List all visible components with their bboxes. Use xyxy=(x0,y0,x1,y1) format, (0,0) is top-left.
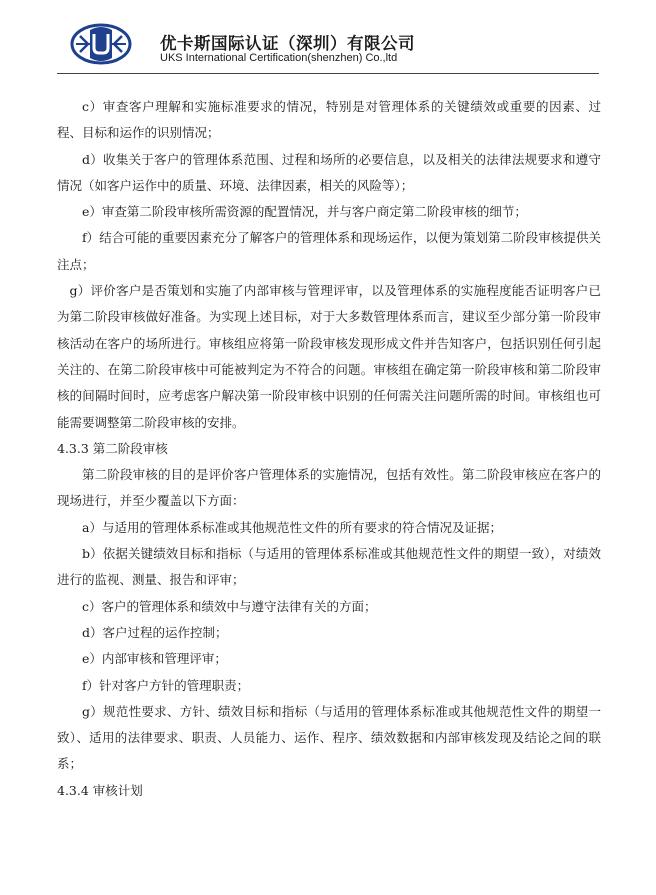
document-body xyxy=(57,94,601,804)
paragraph-item-d: d）收集关于客户的管理体系范围、过程和场所的必要信息，以及相关的法律法规要求和遵守情况（如客户运作中的质量、环境、法律因素，相关的风险等）； xyxy=(57,151,601,193)
list-item-stage2-f: f）针对客户方针的管理职责； xyxy=(82,677,250,693)
paragraph-item-e: e）审查第二阶段审核所需资源的配置情况，并与客户商定第二阶段审核的细节； xyxy=(82,204,527,220)
page-header xyxy=(0,0,656,80)
company-name-en: UKS International Certification(shenzhen) Co.,ltd xyxy=(160,52,398,64)
list-item-stage2-g: g）规范性要求、方针、绩效目标和指标（与适用的管理体系标准或其他规范性文件的期望一致）、适用的法律要求、职责、人员能力、运作、程序、绩效数据和内部审核发现及结论之间的联系； xyxy=(57,703,601,772)
section-heading-4-3-3: 4.3.3 第二阶段审核 xyxy=(57,440,168,456)
section-heading-4-3-4: 4.3.4 审核计划 xyxy=(57,782,143,798)
list-item-stage2-a: a）与适用的管理体系标准或其他规范性文件的所有要求的符合情况及证据； xyxy=(82,519,502,535)
company-name-cn: 优卡斯国际认证（深圳）有限公司 xyxy=(160,34,415,53)
paragraph-item-g: g）评价客户是否策划和实施了内部审核与管理评审，以及管理体系的实施程度能否证明客户已为第二阶段审核做好准备。为实现上述目标，对于大多数管理体系而言，建议至少部分第一阶段审核活动在客户的场所进行。审核组应将第一阶段审核发现形成文件并告知客户，包括识别任何引起关注的、在第二阶段审核中可能被判定为不符合的问题。审核组在确定第一阶段审核和第二阶段审核的间隔时间时，应考虑客户解决第一阶段审核中识别的任何需关注问题所需的时间。审核组也可能需要调整第二阶段审核的安排。 xyxy=(57,283,601,430)
paragraph-item-f: f）结合可能的重要因素充分了解客户的管理体系和现场运作，以便为策划第二阶段审核提供关注点； xyxy=(57,230,601,272)
paragraph-item-c: c）审查客户理解和实施标准要求的情况，特别是对管理体系的关键绩效或重要的因素、过程、目标和运作的识别情况； xyxy=(57,99,601,141)
header-divider xyxy=(57,73,599,74)
paragraph-stage2-intro: 第二阶段审核的目的是评价客户管理体系的实施情况，包括有效性。第二阶段审核应在客户的现场进行，并至少覆盖以下方面： xyxy=(57,467,601,509)
list-item-stage2-e: e）内部审核和管理评审； xyxy=(82,651,227,667)
company-logo-icon xyxy=(70,22,132,66)
list-item-stage2-d: d）客户过程的运作控制； xyxy=(82,624,228,640)
list-item-stage2-c: c）客户的管理体系和绩效中与遵守法律有关的方面； xyxy=(82,598,377,614)
list-item-stage2-b: b）依据关键绩效目标和指标（与适用的管理体系标准或其他规范性文件的期望一致），对绩效进行的监视、测量、报告和评审； xyxy=(57,546,601,588)
